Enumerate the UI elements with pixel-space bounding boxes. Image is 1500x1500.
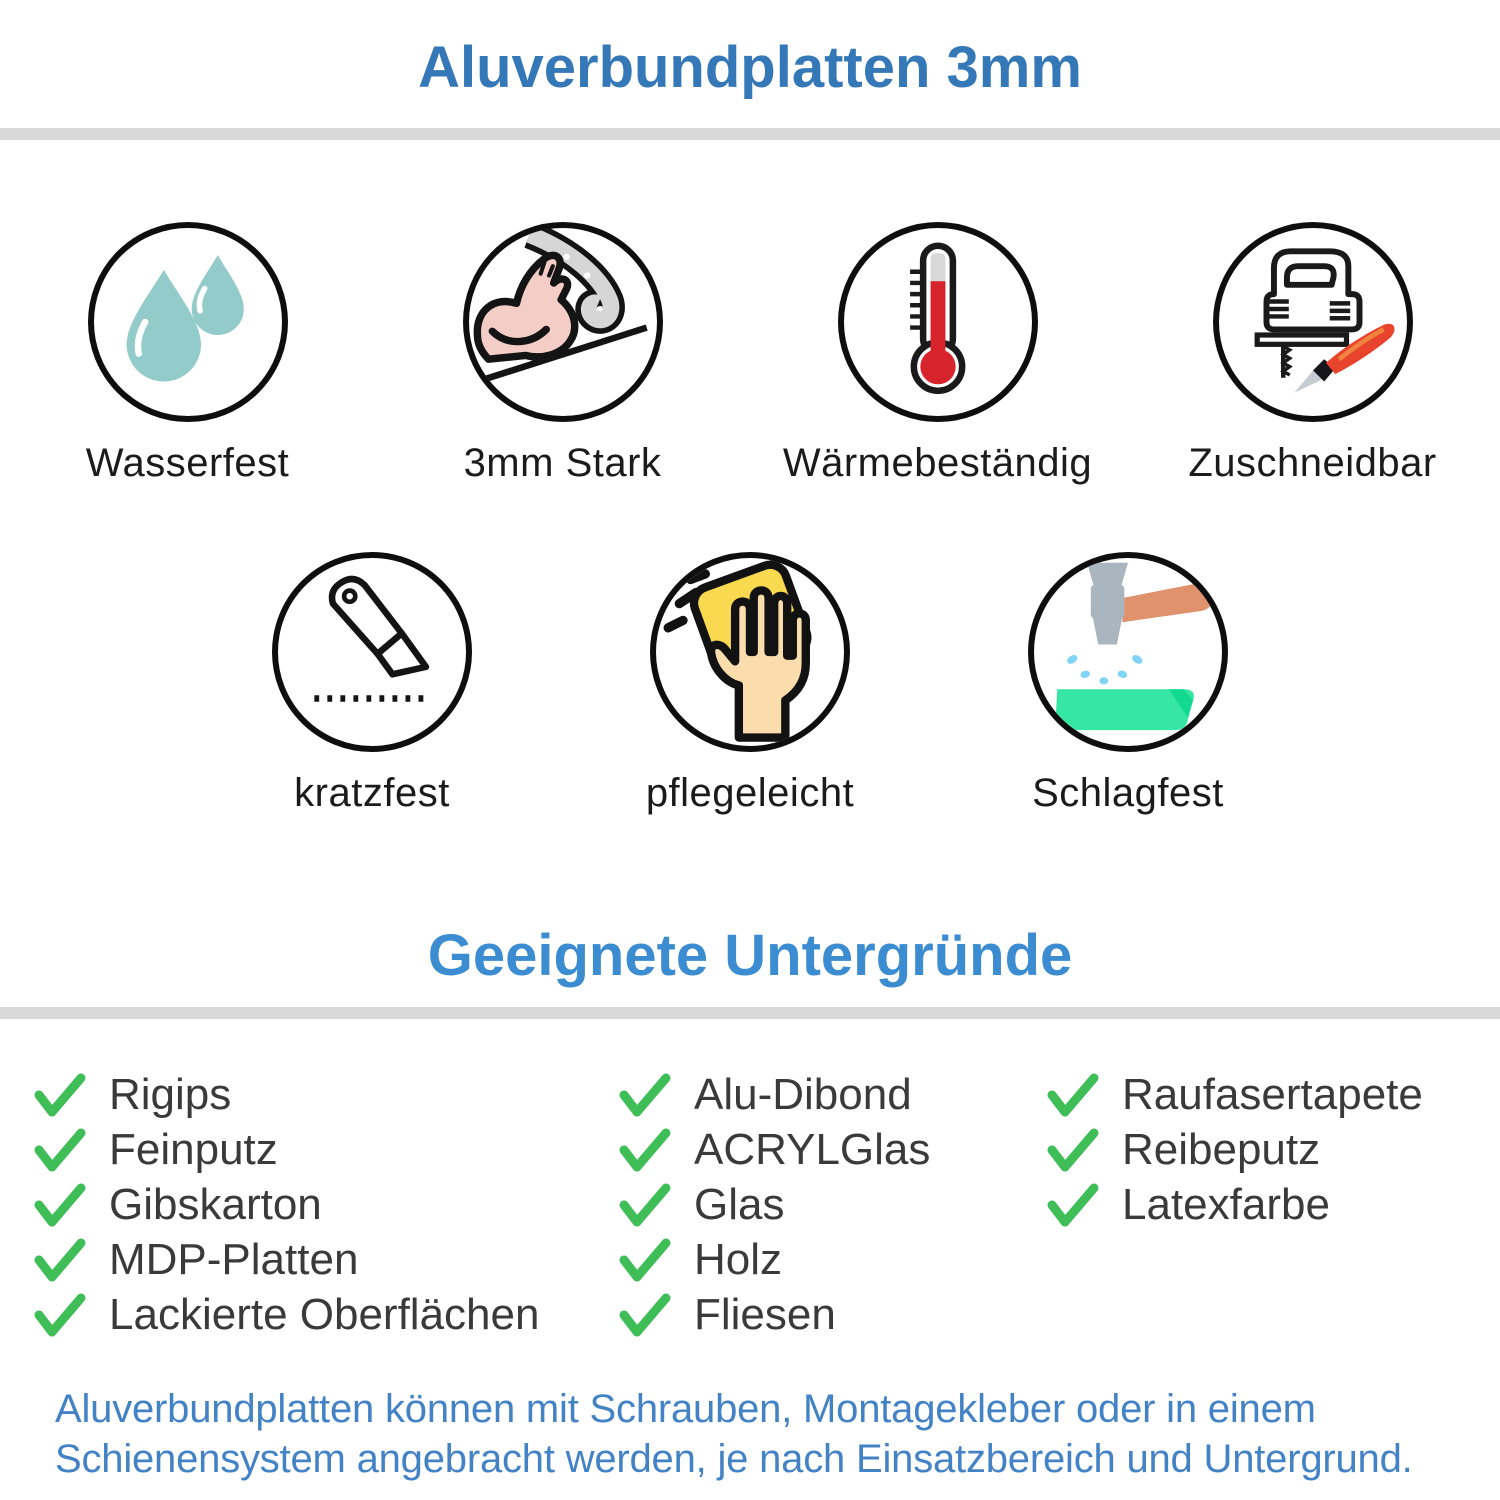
list-item-label: Alu-Dibond — [694, 1069, 912, 1119]
check-icon — [1046, 1182, 1100, 1228]
check-icon — [618, 1127, 672, 1173]
list-item — [1046, 1177, 1423, 1232]
list-item-label: Rigips — [109, 1069, 232, 1119]
check-icon — [618, 1292, 672, 1338]
list-item-label: Raufasertapete — [1122, 1069, 1423, 1119]
list-item-label: Holz — [694, 1234, 783, 1284]
list-item — [618, 1122, 930, 1177]
check-icon — [618, 1182, 672, 1228]
feature-row-1 — [0, 222, 1500, 486]
list-item-label: Gibskarton — [109, 1179, 322, 1229]
list-item-label: Feinputz — [109, 1124, 278, 1174]
check-icon — [1046, 1072, 1100, 1118]
divider-bar — [0, 1007, 1500, 1019]
feature-label: Schlagfest — [1032, 771, 1224, 815]
list-item — [618, 1067, 930, 1122]
feature-circle — [463, 222, 663, 422]
check-icon — [33, 1182, 87, 1228]
thermometer-icon — [845, 229, 1031, 415]
check-icon — [618, 1237, 672, 1283]
list-item — [33, 1177, 539, 1232]
muscle-arm-icon — [470, 229, 656, 415]
feature-pflegeleicht — [561, 552, 939, 816]
feature-circle — [1028, 552, 1228, 752]
hammer-icon — [1035, 559, 1221, 745]
divider-bar — [0, 128, 1500, 140]
cleaning-cloth-hand-icon — [657, 559, 843, 745]
feature-schlagfest — [939, 552, 1317, 816]
feature-waermebestaendig — [750, 222, 1125, 486]
feature-circle — [838, 222, 1038, 422]
list-item-label: MDP-Platten — [109, 1234, 359, 1284]
footer-note — [55, 1384, 1475, 1484]
feature-row-2 — [0, 552, 1500, 816]
feature-3mm-stark — [375, 222, 750, 486]
surface-column-3 — [1046, 1067, 1423, 1232]
list-item — [618, 1232, 930, 1287]
footer-line-2: Schienensystem angebracht werden, je nach Einsatzbereich und Untergrund. — [55, 1437, 1413, 1481]
feature-circle — [1213, 222, 1413, 422]
feature-wasserfest — [0, 222, 375, 486]
jigsaw-icon — [1220, 229, 1406, 415]
feature-circle — [650, 552, 850, 752]
list-item-label: Latexfarbe — [1122, 1179, 1330, 1229]
feature-zuschneidbar — [1125, 222, 1500, 486]
check-icon — [618, 1072, 672, 1118]
list-item — [33, 1122, 539, 1177]
list-item — [1046, 1122, 1423, 1177]
list-item-label: Reibeputz — [1122, 1124, 1321, 1174]
section-title-untergruende: Geeignete Untergründe — [427, 923, 1073, 988]
feature-label: Zuschneidbar — [1188, 441, 1437, 485]
check-icon — [33, 1237, 87, 1283]
feature-kratzfest — [183, 552, 561, 816]
feature-label: kratzfest — [294, 771, 450, 815]
list-item — [618, 1287, 930, 1342]
list-item-label: Fliesen — [694, 1289, 836, 1339]
feature-label: Wärmebeständig — [782, 441, 1093, 485]
list-item-label: Glas — [694, 1179, 785, 1229]
feature-label: Wasserfest — [85, 441, 290, 485]
feature-circle — [272, 552, 472, 752]
cutter-knife-icon — [279, 559, 465, 745]
feature-label: 3mm Stark — [463, 441, 662, 485]
surface-column-1 — [33, 1067, 539, 1342]
list-item — [33, 1067, 539, 1122]
list-item — [1046, 1067, 1423, 1122]
list-item — [33, 1232, 539, 1287]
check-icon — [33, 1072, 87, 1118]
feature-circle — [88, 222, 288, 422]
check-icon — [1046, 1127, 1100, 1173]
list-item — [618, 1177, 930, 1232]
surface-column-2 — [618, 1067, 930, 1342]
water-drops-icon — [95, 229, 281, 415]
footer-line-1: Aluverbundplatten können mit Schrauben, Montagekleber oder in einem — [55, 1387, 1316, 1431]
feature-label: pflegeleicht — [645, 771, 855, 815]
list-item-label: Lackierte Oberflächen — [109, 1289, 540, 1339]
check-icon — [33, 1127, 87, 1173]
list-item-label: ACRYLGlas — [694, 1124, 931, 1174]
list-item — [33, 1287, 539, 1342]
page-title: Aluverbundplatten 3mm — [418, 35, 1082, 100]
check-icon — [33, 1292, 87, 1338]
